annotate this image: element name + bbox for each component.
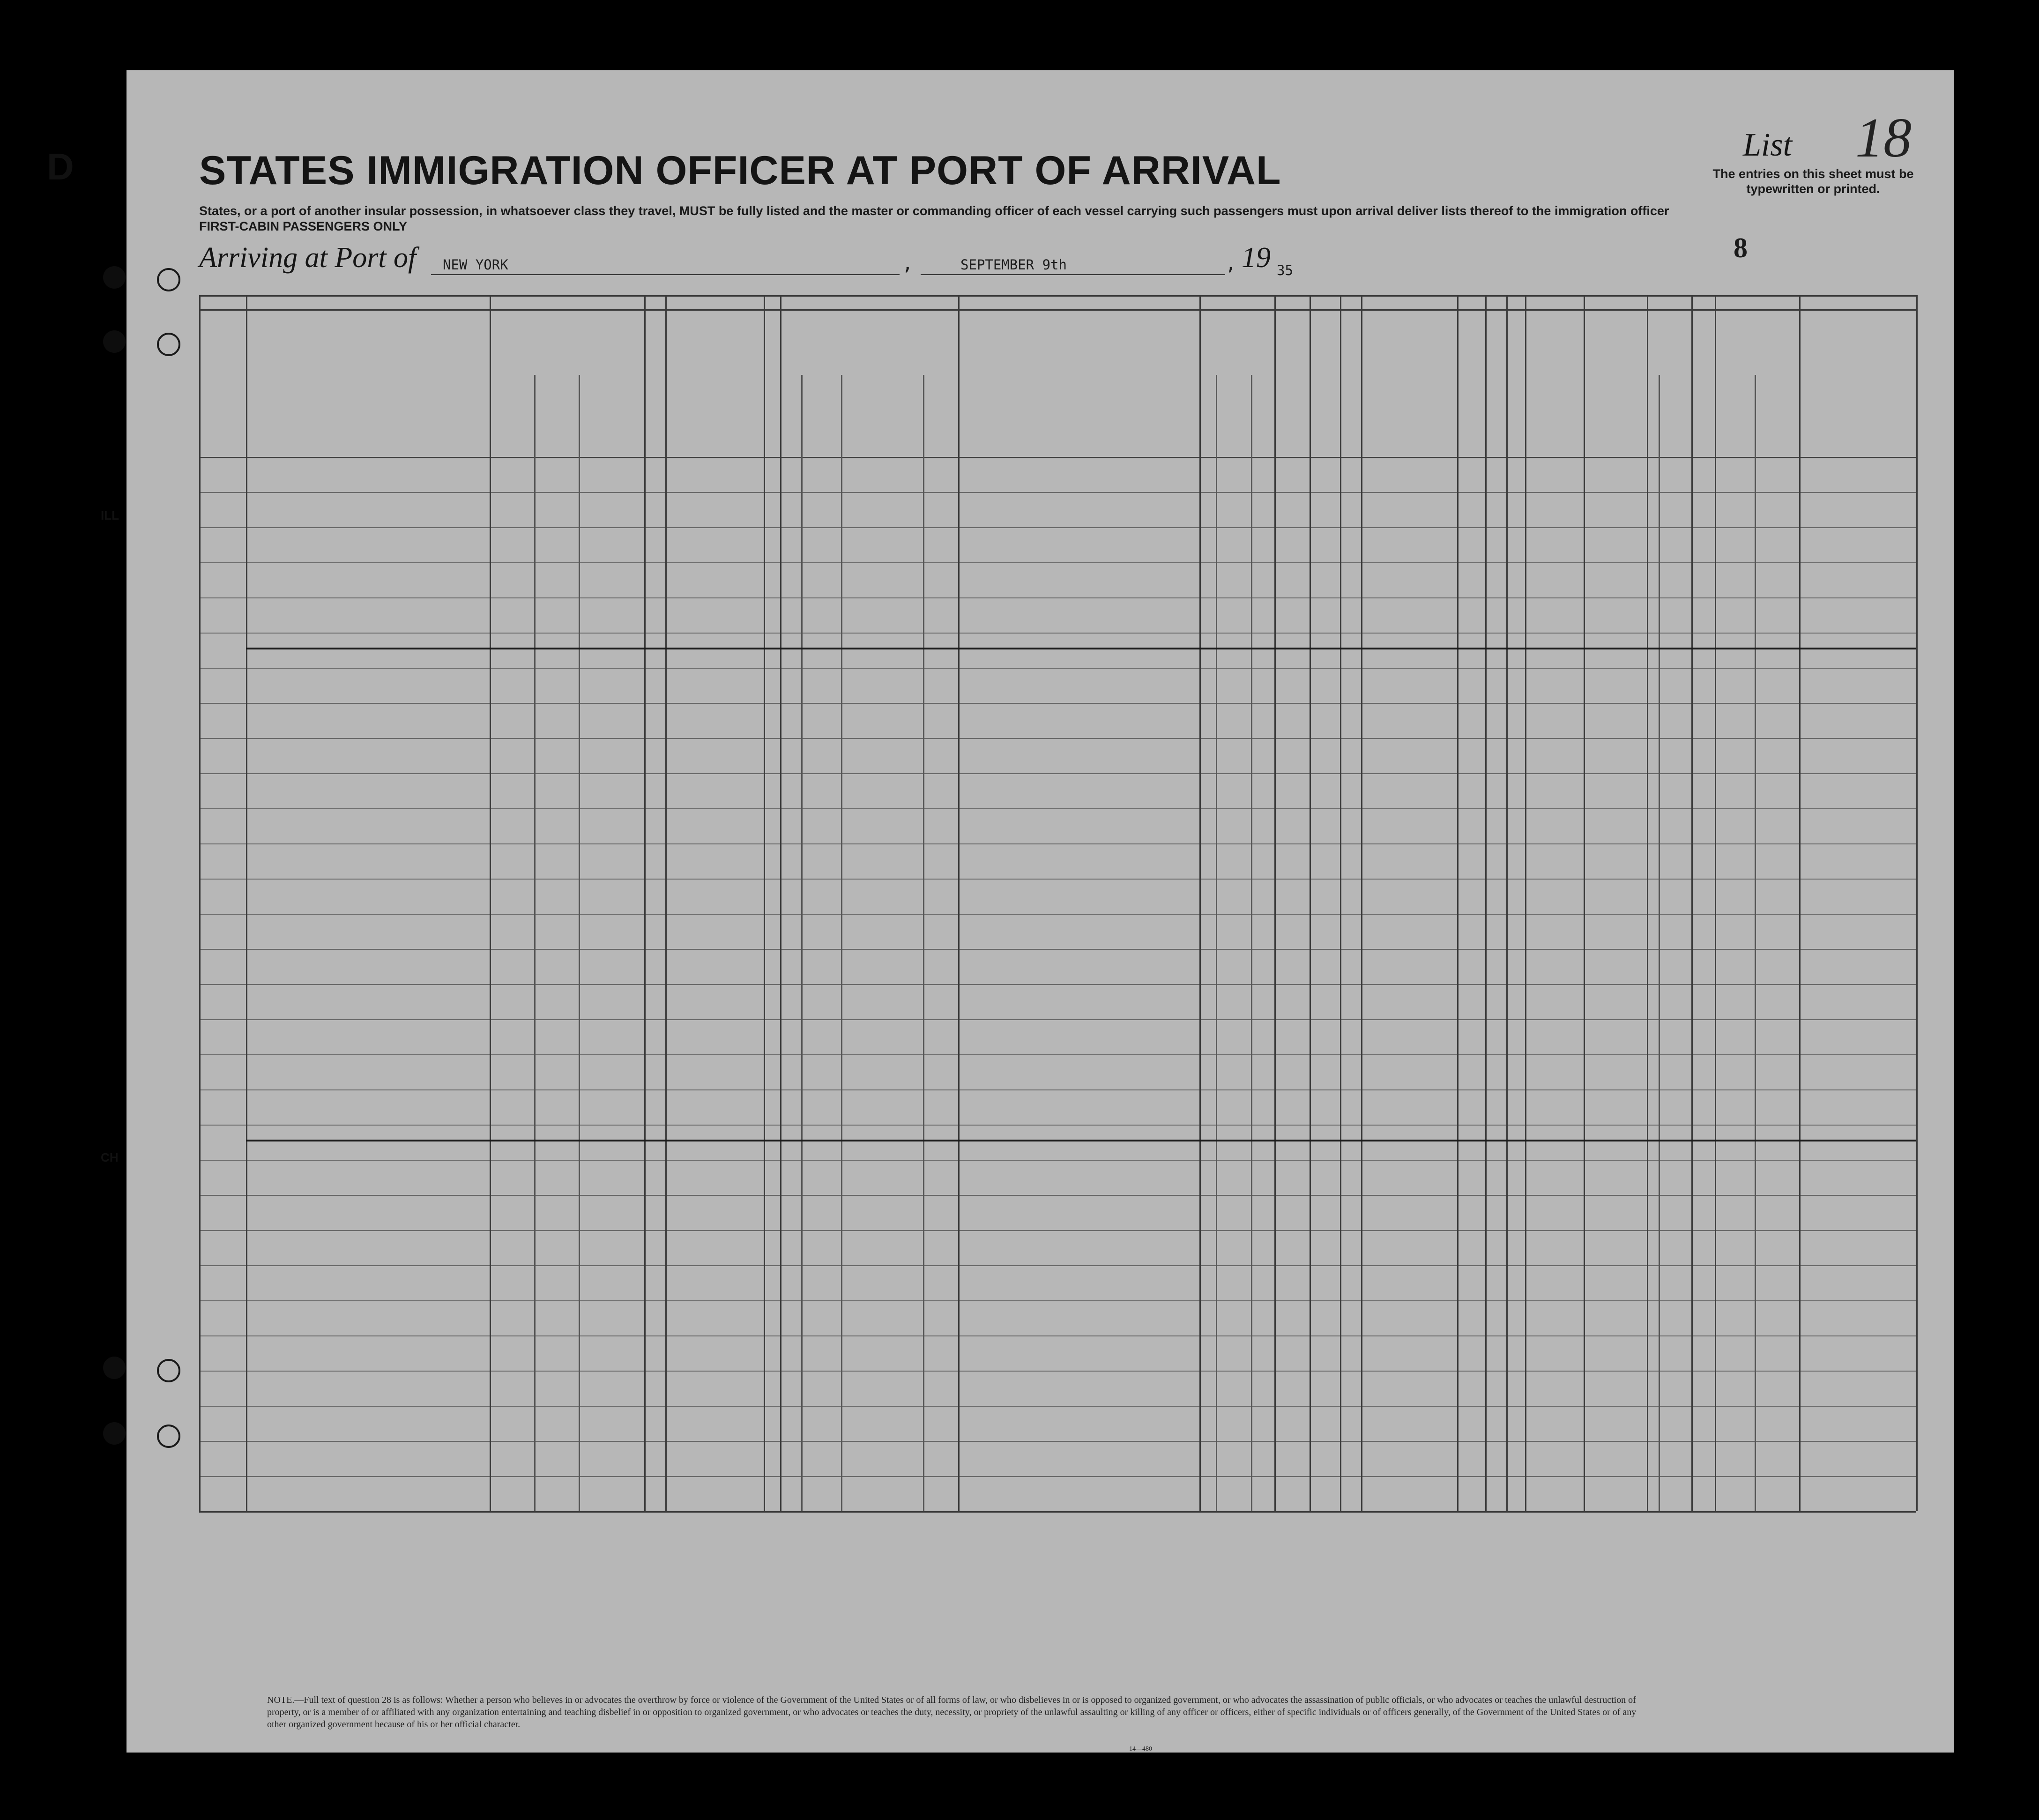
strikethrough-line bbox=[246, 1140, 1916, 1141]
column-divider bbox=[1251, 375, 1252, 1511]
port-value: NEW YORK bbox=[443, 257, 508, 273]
strikethrough-line bbox=[246, 648, 1916, 649]
column-number-divider bbox=[199, 309, 1916, 311]
binder-ring-3 bbox=[157, 1359, 180, 1382]
year-prefix: 19 bbox=[1242, 242, 1271, 274]
column-divider bbox=[1274, 295, 1276, 1511]
column-divider bbox=[199, 295, 201, 1511]
column-divider bbox=[780, 295, 781, 1511]
comma-1: , bbox=[902, 253, 914, 275]
edge-letter-ill: ILL bbox=[101, 508, 119, 522]
form-reference: 14—480 bbox=[1129, 1745, 1152, 1753]
column-divider bbox=[490, 295, 491, 1511]
column-divider bbox=[801, 375, 803, 1511]
table-bottom-border bbox=[199, 1511, 1916, 1513]
column-divider bbox=[764, 295, 765, 1511]
list-number: 18 bbox=[1855, 106, 1912, 169]
column-divider bbox=[1647, 295, 1648, 1511]
edge-letter-d: D bbox=[47, 146, 74, 187]
column-divider bbox=[1584, 295, 1585, 1511]
column-divider bbox=[1525, 295, 1526, 1511]
column-divider bbox=[1916, 295, 1918, 1511]
date-value: SEPTEMBER 9th bbox=[960, 257, 1067, 273]
binder-hole-1 bbox=[103, 266, 126, 289]
binder-ring-2 bbox=[157, 333, 180, 356]
comma-2: , bbox=[1225, 253, 1237, 275]
year-suffix: 35 bbox=[1277, 262, 1293, 278]
sheet-mark: 8 bbox=[1734, 232, 1748, 263]
binder-hole-4 bbox=[103, 1422, 126, 1445]
footnote: NOTE.—Full text of question 28 is as follows: Whether a person who believes in or advocates the overthrow by force or violence of the Government of the United States or of all forms of law, or who disbelieves in or is opposed to organized government, or who advocates the assassination of public officials, or who advocates or teaches the unlawful destruction of property, or is a member of or affiliated with any organization entertaining and teaching disbelief in or opposition to organized government, or who advocates or teaches the duty, necessity, or propriety of the unlawful assaulting or killing of any officer or officers, either of specific individuals or of officers generally, of the Government of the United States or of any other organized government because of his or her official character. bbox=[267, 1695, 1637, 1730]
column-divider bbox=[1361, 295, 1362, 1511]
manifest-sheet bbox=[127, 70, 1954, 1753]
column-divider bbox=[246, 295, 247, 1511]
column-divider bbox=[1485, 295, 1487, 1511]
column-divider bbox=[1659, 375, 1660, 1511]
column-divider bbox=[1199, 295, 1201, 1511]
typewritten-note: The entries on this sheet must be typewritten or printed. bbox=[1712, 167, 1914, 196]
column-divider bbox=[644, 295, 646, 1511]
form-instructions: States, or a port of another insular possession, in whatsoever class they travel, MUST be fully listed and the master or commanding officer of each vessel carrying such passengers must upon arrival deliver lists thereof to the immigration officer bbox=[199, 204, 1669, 218]
arriving-label: Arriving at Port of bbox=[199, 242, 417, 274]
form-passenger-class: FIRST-CABIN PASSENGERS ONLY bbox=[199, 219, 408, 233]
list-label: List bbox=[1743, 127, 1793, 163]
date-underline bbox=[921, 274, 1225, 275]
column-divider bbox=[665, 295, 667, 1511]
table-top-border bbox=[199, 295, 1916, 297]
column-divider bbox=[534, 375, 536, 1511]
column-divider bbox=[1691, 295, 1693, 1511]
binder-hole-2 bbox=[103, 330, 126, 353]
binder-ring-1 bbox=[157, 268, 180, 291]
column-divider bbox=[1799, 295, 1801, 1511]
column-divider bbox=[923, 375, 924, 1511]
port-underline bbox=[431, 274, 900, 275]
column-divider bbox=[1216, 375, 1217, 1511]
form-title: STATES IMMIGRATION OFFICER AT PORT OF ARRIVAL bbox=[199, 148, 1281, 193]
edge-letter-ch: CH bbox=[101, 1150, 119, 1164]
binder-ring-4 bbox=[157, 1425, 180, 1448]
column-divider bbox=[841, 375, 842, 1511]
column-divider bbox=[579, 375, 580, 1511]
column-divider bbox=[1755, 375, 1756, 1511]
column-divider bbox=[958, 295, 960, 1511]
column-divider bbox=[1506, 295, 1508, 1511]
column-divider bbox=[1340, 295, 1341, 1511]
column-divider bbox=[1457, 295, 1459, 1511]
binder-hole-3 bbox=[103, 1357, 126, 1379]
column-divider bbox=[1715, 295, 1716, 1511]
column-divider bbox=[1310, 295, 1311, 1511]
